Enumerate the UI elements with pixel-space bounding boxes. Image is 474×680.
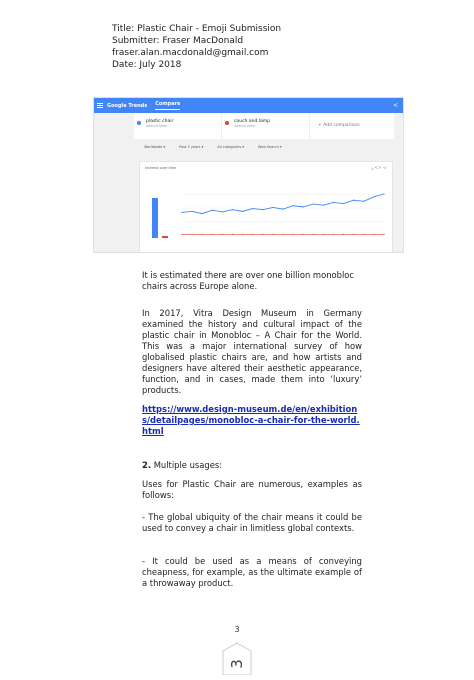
series-0-point-4 bbox=[222, 211, 223, 212]
card-icons: ⤓ <> ⋖ bbox=[371, 165, 386, 170]
series-1-point-6 bbox=[242, 234, 243, 235]
series-1-point-13 bbox=[313, 234, 314, 235]
filter-category: All categories ▾ bbox=[217, 145, 245, 149]
series-0-point-12 bbox=[303, 206, 304, 207]
series-1-point-3 bbox=[212, 234, 213, 235]
filter-period: Past 5 years ▾ bbox=[179, 145, 204, 149]
series-0-point-8 bbox=[262, 209, 263, 210]
series-1-point-16 bbox=[343, 234, 344, 235]
google-trends-screenshot bbox=[93, 97, 404, 253]
series-0-point-15 bbox=[333, 202, 334, 203]
series-0-point-2 bbox=[202, 213, 203, 214]
average-bar-couch-and-lamp bbox=[162, 236, 168, 238]
page-hexagon-badge bbox=[221, 641, 253, 675]
filter-search-type: Web Search ▾ bbox=[258, 145, 282, 149]
paragraph-estimate: It is estimated there are over one billion monobloc chairs across Europe alone. bbox=[142, 270, 355, 291]
series-0-point-1 bbox=[192, 211, 193, 212]
series-0-point-5 bbox=[232, 209, 233, 210]
paragraph-ubiquity: - The global ubiquity of the chair means it could be used to convey a chair in limitless global contexts. bbox=[142, 512, 362, 533]
design-museum-link[interactable] bbox=[142, 404, 362, 437]
series-1-point-8 bbox=[262, 234, 263, 235]
design-museum-link-text[interactable]: https://www.design-museum.de/en/exhibitions/detailpages/monobloc-a-chair-for-the-world.html bbox=[142, 404, 360, 436]
term-couch-and-lamp: couch and lamp Search term bbox=[222, 113, 310, 139]
series-0-point-0 bbox=[181, 212, 182, 213]
date-line: Date: July 2018 bbox=[112, 60, 182, 70]
series-0-point-3 bbox=[212, 210, 213, 211]
series-0-point-13 bbox=[313, 203, 314, 204]
filter-location: Worldwide ▾ bbox=[144, 145, 166, 149]
page-number: 3 bbox=[234, 625, 240, 634]
series-0-point-6 bbox=[242, 211, 243, 212]
term-dot-icon bbox=[225, 121, 229, 125]
series-1-point-4 bbox=[222, 234, 223, 235]
series-1-point-11 bbox=[293, 234, 294, 235]
search-terms-row bbox=[134, 113, 394, 139]
submitter-line: Submitter: Fraser MacDonald bbox=[112, 36, 244, 46]
series-1-point-5 bbox=[232, 234, 233, 235]
series-0-point-14 bbox=[323, 205, 324, 206]
series-0-point-19 bbox=[373, 196, 374, 197]
series-0-point-10 bbox=[282, 209, 283, 210]
add-comparison: + Add comparison bbox=[318, 123, 360, 128]
hexagon-number: 3 bbox=[228, 659, 246, 669]
share-icon: < bbox=[392, 102, 398, 109]
document-header bbox=[112, 23, 281, 71]
series-0-point-11 bbox=[293, 205, 294, 206]
average-bar-plastic-chair bbox=[152, 198, 158, 238]
section-heading bbox=[142, 460, 362, 471]
filters-row bbox=[144, 145, 403, 149]
series-0-point-7 bbox=[252, 208, 253, 209]
series-1-point-14 bbox=[323, 234, 324, 235]
email-line: fraser.alan.macdonald@gmail.com bbox=[112, 48, 269, 58]
series-1-point-12 bbox=[303, 234, 304, 235]
interest-over-time-card bbox=[139, 161, 393, 253]
series-0-point-9 bbox=[272, 207, 273, 208]
series-0-point-17 bbox=[353, 200, 354, 201]
series-1-point-10 bbox=[282, 234, 283, 235]
interest-line-chart bbox=[178, 174, 388, 246]
series-1-point-2 bbox=[202, 234, 203, 235]
paragraph-cheapness: - It could be used as a means of conveying cheapness, for example, as the ultimate example of a throwaway product. bbox=[142, 556, 362, 588]
tab-compare: Compare bbox=[155, 101, 180, 110]
series-1-point-18 bbox=[363, 234, 364, 235]
series-1-point-15 bbox=[333, 234, 334, 235]
paragraph-uses: Uses for Plastic Chair are numerous, examples as follows: bbox=[142, 479, 362, 500]
series-1-point-0 bbox=[181, 234, 182, 235]
trends-brand: Google Trends bbox=[107, 102, 148, 109]
series-0-point-16 bbox=[343, 203, 344, 204]
menu-icon bbox=[97, 102, 103, 109]
average-bars bbox=[146, 184, 174, 240]
term-plastic-chair: plastic chair Search term bbox=[134, 113, 222, 139]
title-line: Title: Plastic Chair - Emoji Submission bbox=[112, 24, 282, 34]
series-0-point-20 bbox=[383, 193, 384, 194]
series-1-point-1 bbox=[192, 234, 193, 235]
series-0-point-18 bbox=[363, 201, 364, 202]
series-1-point-9 bbox=[272, 234, 273, 235]
trends-top-bar bbox=[94, 98, 403, 113]
section-title: Multiple usages: bbox=[153, 460, 223, 470]
term-dot-icon bbox=[137, 121, 141, 125]
series-1-point-7 bbox=[252, 234, 253, 235]
series-1-point-20 bbox=[383, 234, 384, 235]
series-1-point-19 bbox=[373, 234, 374, 235]
paragraph-vitra: In 2017, Vitra Design Museum in Germany examined the history and cultural impact of the plastic chair in Monobloc – A Chair for the World. This was a major international survey of how globalised plastic chairs are, and how artists and designers have altered their aesthetic appearance, function, and in cases, made them into ‘luxury’ products. bbox=[142, 308, 362, 395]
section-number: 2. bbox=[142, 460, 152, 470]
card-title: Interest over time bbox=[145, 166, 177, 170]
series-1-point-17 bbox=[353, 234, 354, 235]
